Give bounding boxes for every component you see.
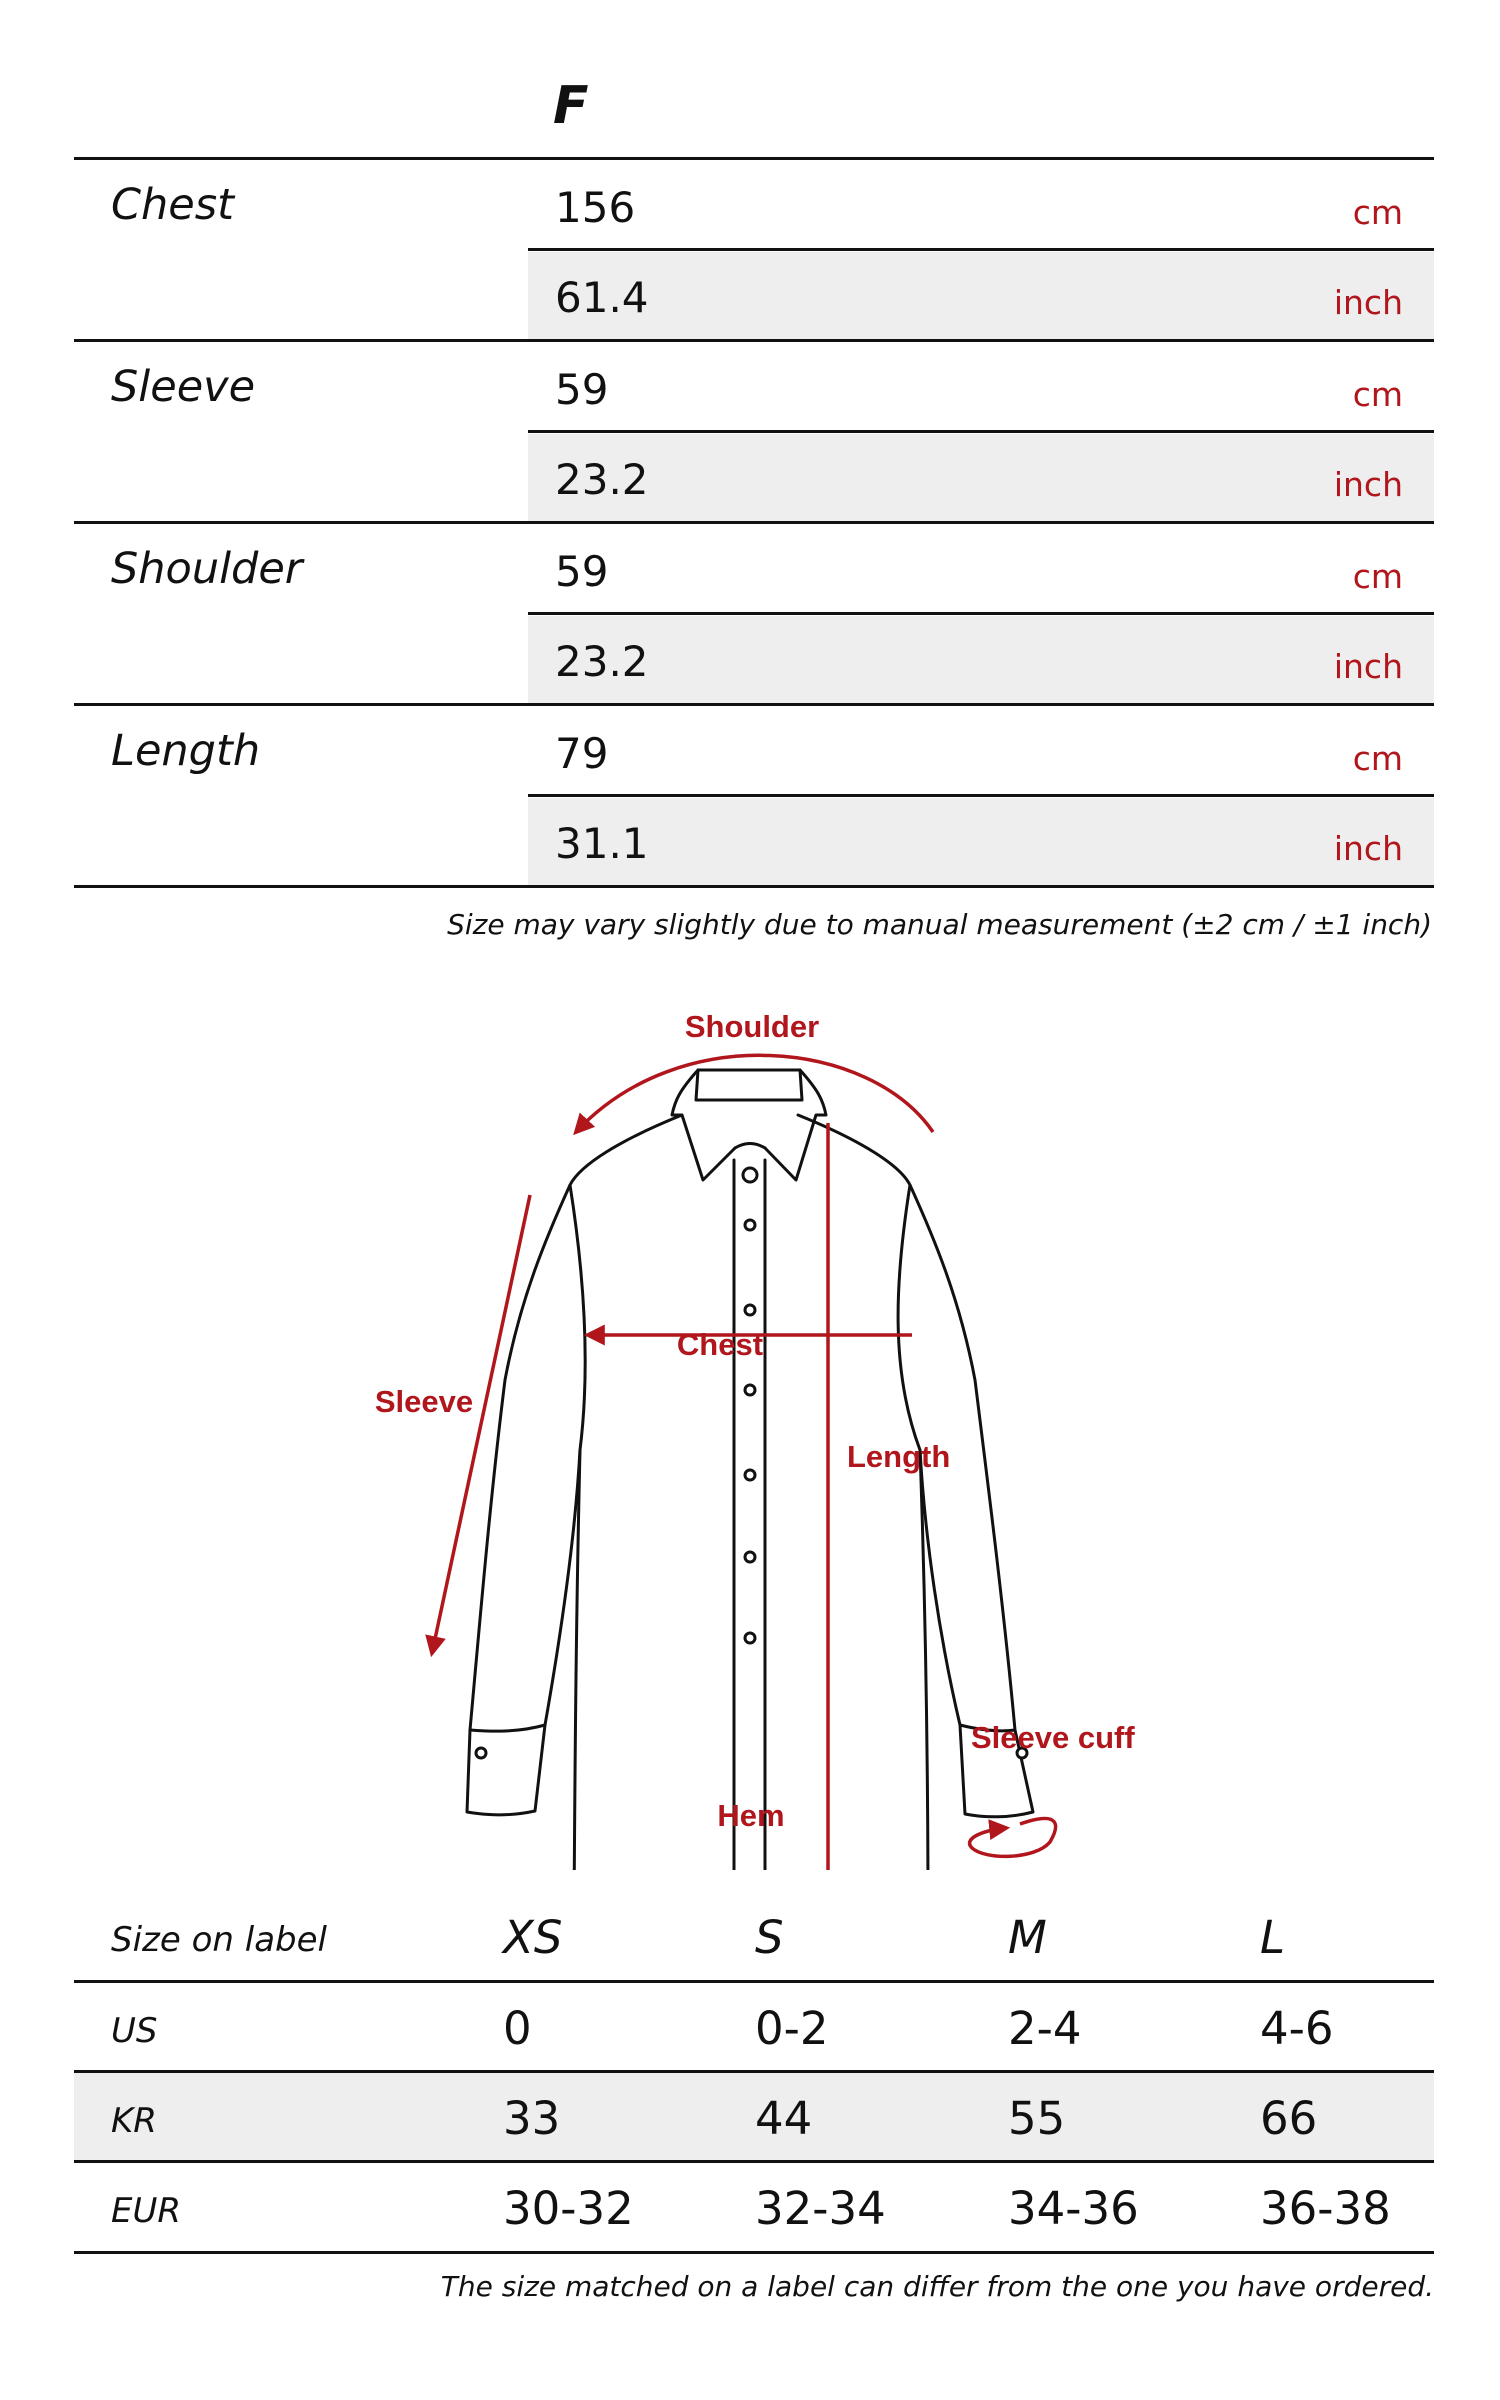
shoulder-inch-unit: inch [1333, 647, 1403, 686]
row-shade [528, 798, 1434, 886]
shirt-diagram [0, 980, 1500, 1870]
diagram-label-shoulder: Shoulder [684, 1009, 820, 1044]
sleeve-cm-value: 59 [555, 365, 609, 414]
sleeve-cm-unit: cm [1352, 375, 1403, 414]
size-title: F [553, 76, 589, 136]
length-cm-unit: cm [1352, 739, 1403, 778]
diagram-label-hem: Hem [717, 1798, 785, 1833]
measurement-note: Size may vary slightly due to manual measurement (±2 cm / ±1 inch) [447, 908, 1432, 941]
size-header-s: S [755, 1911, 784, 1964]
diagram-label-chest: Chest [676, 1327, 764, 1362]
kr-l-value: 66 [1260, 2092, 1318, 2145]
unit-divider [528, 248, 1434, 251]
table-divider [74, 2160, 1434, 2163]
table-divider [74, 2251, 1434, 2254]
table-divider [74, 885, 1434, 888]
diagram-label-length: Length [847, 1439, 951, 1474]
kr-m-value: 55 [1008, 2092, 1066, 2145]
size-header-m: M [1008, 1911, 1047, 1964]
chest-inch-unit: inch [1333, 283, 1403, 322]
size-on-label-header: Size on label [111, 1920, 327, 1960]
size-header-xs: XS [503, 1911, 563, 1964]
table-divider [74, 703, 1434, 706]
row-label-eur: EUR [111, 2191, 181, 2231]
row-shade [528, 616, 1434, 704]
kr-s-value: 44 [755, 2092, 813, 2145]
table-divider [74, 2070, 1434, 2073]
row-shade [74, 2073, 1434, 2161]
table-divider [74, 521, 1434, 524]
diagram-label-sleeve-cuff: Sleeve cuff [971, 1720, 1135, 1755]
unit-divider [528, 612, 1434, 615]
eur-xs-value: 30-32 [503, 2182, 634, 2235]
us-l-value: 4-6 [1260, 2002, 1334, 2055]
conversion-note: The size matched on a label can differ from the one you have ordered. [440, 2270, 1434, 2303]
cuff-arrow [970, 1818, 1056, 1856]
kr-xs-value: 33 [503, 2092, 561, 2145]
eur-m-value: 34-36 [1008, 2182, 1139, 2235]
chest-cm-unit: cm [1352, 193, 1403, 232]
length-label: Length [111, 726, 261, 776]
shoulder-cm-unit: cm [1352, 557, 1403, 596]
row-label-kr: KR [111, 2101, 157, 2141]
sleeve-inch-unit: inch [1333, 465, 1403, 504]
eur-s-value: 32-34 [755, 2182, 886, 2235]
chest-cm-value: 156 [555, 183, 636, 232]
row-shade [528, 252, 1434, 340]
table-divider [74, 339, 1434, 342]
sleeve-inch-value: 23.2 [555, 455, 649, 504]
row-label-us: US [111, 2011, 158, 2051]
unit-divider [528, 794, 1434, 797]
unit-divider [528, 430, 1434, 433]
shoulder-arrow [576, 1055, 933, 1132]
length-inch-unit: inch [1333, 829, 1403, 868]
shoulder-cm-value: 59 [555, 547, 609, 596]
eur-l-value: 36-38 [1260, 2182, 1391, 2235]
sleeve-label: Sleeve [111, 362, 256, 412]
us-s-value: 0-2 [755, 2002, 829, 2055]
size-header-l: L [1260, 1911, 1286, 1964]
chest-label: Chest [111, 180, 234, 230]
sleeve-arrow [432, 1195, 530, 1653]
shoulder-inch-value: 23.2 [555, 637, 649, 686]
diagram-label-sleeve: Sleeve [374, 1384, 474, 1419]
row-shade [528, 434, 1434, 522]
us-xs-value: 0 [503, 2002, 532, 2055]
chest-inch-value: 61.4 [555, 273, 649, 322]
table-divider [74, 157, 1434, 160]
length-inch-value: 31.1 [555, 819, 649, 868]
shoulder-label: Shoulder [111, 544, 303, 594]
table-divider [74, 1980, 1434, 1983]
length-cm-value: 79 [555, 729, 609, 778]
us-m-value: 2-4 [1008, 2002, 1082, 2055]
